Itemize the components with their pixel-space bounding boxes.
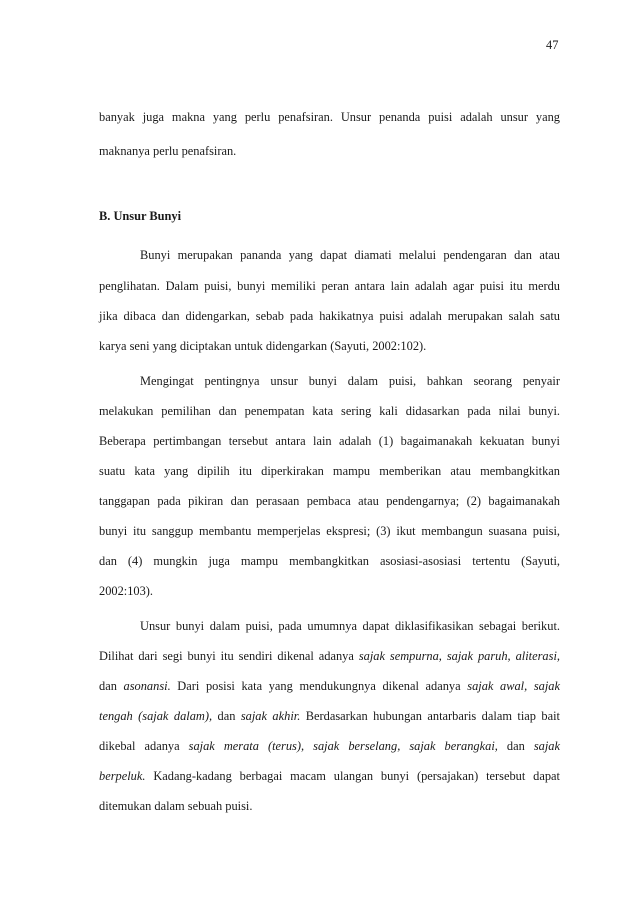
text-line: bunyi itu sanggup membantu memperjelas ekspresi; (3) ikut membangun suasana puisi, bbox=[99, 524, 560, 538]
text-line: maknanya perlu penafsiran. bbox=[99, 144, 237, 158]
text-line: Mengingat pentingnya unsur bunyi dalam puisi, bahkan seorang penyair bbox=[140, 374, 560, 388]
text-line: banyak juga makna yang perlu penafsiran. Unsur penanda puisi adalah unsur yang bbox=[99, 110, 560, 124]
text-run: dan bbox=[212, 709, 241, 723]
text-line: tanggapan pada pikiran dan perasaan pembaca atau pendengarnya; (2) bagaimanakah bbox=[99, 494, 560, 508]
italic-term: tengah (sajak dalam), bbox=[99, 709, 213, 723]
italic-term: sajak awal, sajak bbox=[467, 679, 560, 693]
text-line: melakukan pemilihan dan penempatan kata sering kali didasarkan pada nilai bunyi. bbox=[99, 404, 560, 418]
italic-term: asonansi. bbox=[123, 679, 171, 693]
text-line: Unsur bunyi dalam puisi, pada umumnya dapat diklasifikasikan sebagai berikut. bbox=[140, 619, 560, 633]
text-run: dan bbox=[99, 679, 124, 693]
italic-term: sajak merata (terus), sajak berselang, sajak berangkai, bbox=[188, 739, 498, 753]
italic-term: sajak sempurna, sajak paruh, aliterasi, bbox=[358, 649, 560, 663]
text-line bbox=[99, 739, 560, 753]
text-line: Bunyi merupakan pananda yang dapat diamati melalui pendengaran dan atau bbox=[140, 248, 560, 262]
text-line: 2002:103). bbox=[99, 584, 154, 598]
text-line: ditemukan dalam sebuah puisi. bbox=[99, 799, 253, 813]
text-line bbox=[99, 709, 560, 723]
italic-term: sajak bbox=[533, 739, 560, 753]
text-line: karya seni yang diciptakan untuk didengarkan (Sayuti, 2002:102). bbox=[99, 339, 427, 353]
section-heading: B. Unsur Bunyi bbox=[99, 209, 182, 223]
text-run: dikebal adanya bbox=[99, 739, 189, 753]
text-run: Berdasarkan hubungan antarbaris dalam tiap bait bbox=[300, 709, 560, 723]
text-line: jika dibaca dan didengarkan, sebab pada hakikatnya puisi adalah merupakan salah satu bbox=[99, 309, 560, 323]
text-line: penglihatan. Dalam puisi, bunyi memiliki peran antara lain adalah agar puisi itu merdu bbox=[99, 279, 560, 293]
italic-term: sajak akhir. bbox=[240, 709, 301, 723]
text-run: Kadang-kadang berbagai macam ulangan bunyi (persajakan) tersebut dapat bbox=[145, 769, 560, 783]
text-line: Beberapa pertimbangan tersebut antara lain adalah (1) bagaimanakah kekuatan bunyi bbox=[99, 434, 560, 448]
text-line: dan (4) mungkin juga mampu membangkitkan asosiasi-asosiasi tertentu (Sayuti, bbox=[99, 554, 560, 568]
italic-term: berpeluk. bbox=[99, 769, 146, 783]
text-run: Dari posisi kata yang mendukungnya dikenal adanya bbox=[170, 679, 468, 693]
text-line: suatu kata yang dipilih itu diperkirakan mampu memberikan atau membangkitkan bbox=[99, 464, 560, 478]
page-number: 47 bbox=[546, 38, 559, 52]
text-run: Dilihat dari segi bunyi itu sendiri dikenal adanya bbox=[99, 649, 359, 663]
text-run: dan bbox=[497, 739, 534, 753]
text-line bbox=[99, 649, 560, 663]
text-line bbox=[99, 679, 560, 693]
text-line bbox=[99, 769, 560, 783]
